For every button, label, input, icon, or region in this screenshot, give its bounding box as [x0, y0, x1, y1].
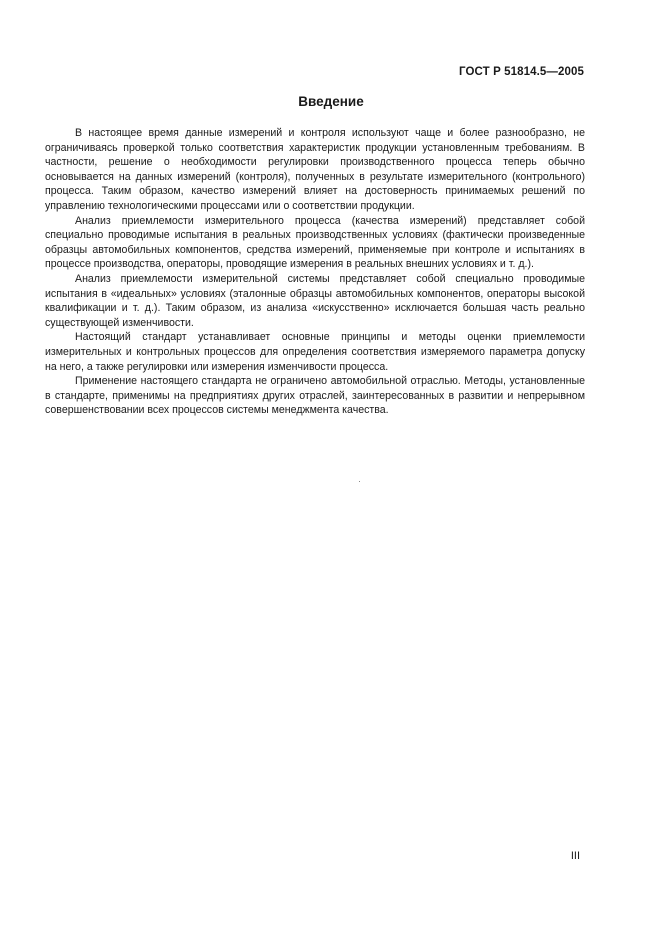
- paragraph: Анализ приемлемости измерительной системы представляет собой специально проводимые испытания в «идеальных» условиях (эталонные образцы автомобильных компонентов, операторы высокой квалификации и т. д.). Таким образом, из анализа «искусственно» исключается большая часть реально существующей изменчивости.: [45, 272, 585, 329]
- paragraph: Анализ приемлемости измерительного процесса (качества измерений) представляет собой специально проводимые испытания в реальных производственных условиях (фактически произведенные образцы автомобильных компонентов, средства измерений, применяемые при контроле и испытаниях в процессе производства, операторы, проводящие измерения в реальных внешних условиях и т. д.).: [45, 214, 585, 271]
- page-number: III: [570, 850, 580, 862]
- scan-speck: [359, 481, 360, 482]
- section-title: Введение: [298, 94, 364, 109]
- document-code: ГОСТ Р 51814.5—2005: [459, 66, 584, 78]
- paragraph: В настоящее время данные измерений и контроля используют чаще и более разнообразно, не ограничиваясь проверкой только соответствия характеристик продукции установленным требованиям. В частности, решение о необходимости регулировки производственного процесса теперь обычно основывается на данных измерений (контроля), полученных в результате измерительного (контрольного) процесса. Таким образом, качество измерений влияет на достоверность принимаемых решений по управлению технологическими процессами или о соответствии продукции.: [45, 127, 585, 212]
- paragraph: Применение настоящего стандарта не ограничено автомобильной отраслью. Методы, установленные в стандарте, применимы на предприятиях других отраслей, заинтересованных в развитии и непрерывном совершенствовании всех процессов системы менеджмента качества.: [45, 375, 585, 417]
- paragraph: Настоящий стандарт устанавливает основные принципы и методы оценки приемлемости измерительных и контрольных процессов для определения соответствия измеряемого параметра допуску на него, а также регулировки или измерения изменчивости процесса.: [45, 331, 585, 373]
- body-text: [45, 126, 585, 418]
